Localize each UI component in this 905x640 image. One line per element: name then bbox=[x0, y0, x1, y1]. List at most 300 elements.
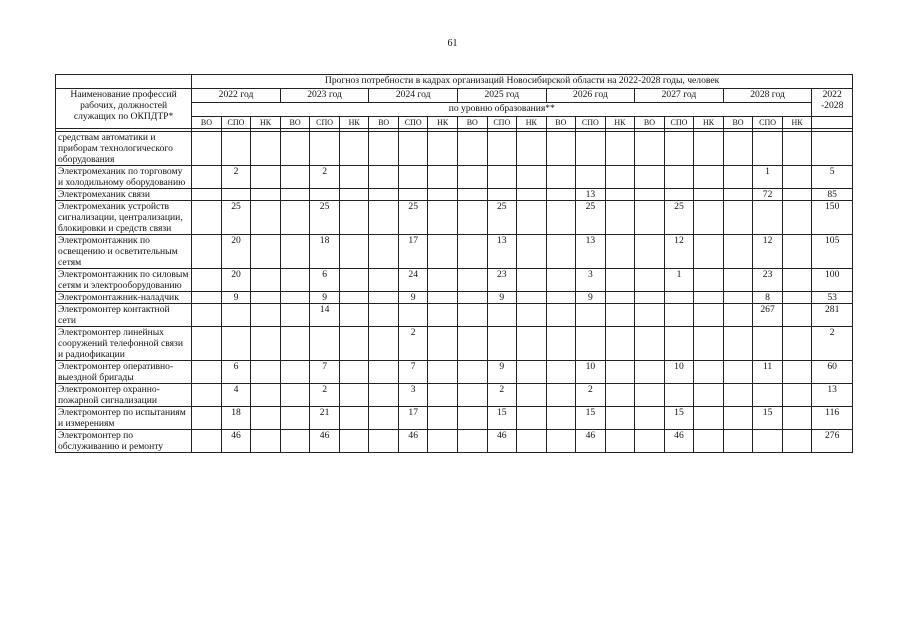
nk-cell bbox=[517, 166, 547, 189]
spo-cell: 7 bbox=[398, 361, 428, 384]
spo-cell: 9 bbox=[487, 361, 517, 384]
nk-cell bbox=[428, 201, 458, 235]
profession-name: Электромонтажник по освещению и осветительным сетям bbox=[56, 235, 192, 269]
spo-cell bbox=[310, 327, 340, 361]
profession-name: Электромеханик по торговому и холодильному оборудованию bbox=[56, 166, 192, 189]
vo-cell bbox=[546, 269, 576, 292]
table-title: Прогноз потребности в кадрах организаций Новосибирской области на 2022-2028 годы, человек bbox=[192, 75, 853, 89]
spo-cell: 18 bbox=[221, 407, 251, 430]
spo-cell bbox=[487, 304, 517, 327]
year-header: 2027 год bbox=[635, 89, 724, 103]
nk-cell bbox=[251, 292, 281, 304]
vo-cell bbox=[192, 269, 222, 292]
spo-cell bbox=[398, 166, 428, 189]
nk-cell bbox=[517, 327, 547, 361]
profession-name: средствам автоматики и приборам технологического оборудования bbox=[56, 132, 192, 166]
vo-cell bbox=[369, 189, 399, 201]
vo-cell bbox=[546, 201, 576, 235]
title-row bbox=[56, 75, 853, 89]
vo-cell bbox=[635, 132, 665, 166]
vo-cell bbox=[457, 166, 487, 189]
year-header: 2023 год bbox=[280, 89, 369, 103]
nk-cell bbox=[694, 304, 724, 327]
spo-cell: 2 bbox=[310, 384, 340, 407]
vo-cell bbox=[635, 430, 665, 453]
vo-cell bbox=[546, 132, 576, 166]
vo-cell bbox=[635, 361, 665, 384]
spo-cell bbox=[221, 189, 251, 201]
vo-cell bbox=[369, 201, 399, 235]
vo-cell bbox=[280, 407, 310, 430]
nk-cell bbox=[782, 292, 812, 304]
spo-cell: 13 bbox=[576, 235, 606, 269]
spo-cell: 46 bbox=[310, 430, 340, 453]
year-header: 2025 год bbox=[457, 89, 546, 103]
nk-cell bbox=[694, 292, 724, 304]
spo-cell: 15 bbox=[487, 407, 517, 430]
table-row bbox=[56, 327, 853, 361]
vo-cell bbox=[192, 327, 222, 361]
spo-cell: 15 bbox=[753, 407, 783, 430]
spo-cell: 46 bbox=[664, 430, 694, 453]
vo-cell bbox=[280, 166, 310, 189]
vo-cell bbox=[723, 407, 753, 430]
nk-cell bbox=[339, 304, 369, 327]
nk-cell bbox=[605, 361, 635, 384]
table-row bbox=[56, 166, 853, 189]
vo-cell bbox=[457, 201, 487, 235]
year-header: 2026 год bbox=[546, 89, 635, 103]
spo-cell: 20 bbox=[221, 235, 251, 269]
nk-cell bbox=[428, 189, 458, 201]
vo-cell bbox=[457, 269, 487, 292]
vo-cell bbox=[723, 361, 753, 384]
vo-cell bbox=[280, 292, 310, 304]
vo-cell bbox=[723, 166, 753, 189]
vo-cell bbox=[192, 189, 222, 201]
spo-cell: 17 bbox=[398, 235, 428, 269]
level-header: СПО bbox=[753, 117, 783, 129]
profession-name: Электромеханик устройств сигнализации, централизации, блокировки и средств связи bbox=[56, 201, 192, 235]
nk-cell bbox=[517, 384, 547, 407]
vo-cell bbox=[723, 201, 753, 235]
nk-cell bbox=[339, 407, 369, 430]
nk-cell bbox=[251, 132, 281, 166]
total-cell: 2 bbox=[812, 327, 853, 361]
nk-cell bbox=[517, 407, 547, 430]
vo-cell bbox=[457, 407, 487, 430]
edu-header: по уровню образования** bbox=[192, 103, 812, 117]
spo-cell bbox=[664, 189, 694, 201]
nk-cell bbox=[694, 201, 724, 235]
level-header: СПО bbox=[664, 117, 694, 129]
nk-cell bbox=[517, 304, 547, 327]
nk-cell bbox=[428, 166, 458, 189]
vo-cell bbox=[192, 361, 222, 384]
nk-cell bbox=[694, 430, 724, 453]
spo-cell: 3 bbox=[398, 384, 428, 407]
vo-cell bbox=[635, 292, 665, 304]
nk-cell bbox=[694, 189, 724, 201]
nk-cell bbox=[251, 361, 281, 384]
vo-cell bbox=[369, 304, 399, 327]
spo-cell: 12 bbox=[664, 235, 694, 269]
nk-cell bbox=[251, 235, 281, 269]
profession-name: Электромонтер по обслуживанию и ремонту bbox=[56, 430, 192, 453]
vo-cell bbox=[280, 269, 310, 292]
profession-name: Электромеханик связи bbox=[56, 189, 192, 201]
profession-name: Электромонтажник по силовым сетям и электрооборудованию bbox=[56, 269, 192, 292]
spo-cell: 9 bbox=[398, 292, 428, 304]
nk-cell bbox=[428, 304, 458, 327]
vo-cell bbox=[723, 384, 753, 407]
spo-cell bbox=[398, 304, 428, 327]
vo-cell bbox=[457, 304, 487, 327]
table-row bbox=[56, 235, 853, 269]
spo-cell: 6 bbox=[221, 361, 251, 384]
vo-cell bbox=[723, 304, 753, 327]
vo-cell bbox=[457, 327, 487, 361]
spo-cell: 2 bbox=[310, 166, 340, 189]
nk-cell bbox=[605, 327, 635, 361]
vo-cell bbox=[546, 430, 576, 453]
vo-cell bbox=[546, 304, 576, 327]
spo-cell: 10 bbox=[664, 361, 694, 384]
vo-cell bbox=[280, 189, 310, 201]
nk-cell bbox=[428, 132, 458, 166]
nk-cell bbox=[782, 201, 812, 235]
vo-cell bbox=[192, 201, 222, 235]
nk-cell bbox=[428, 327, 458, 361]
total-cell: 60 bbox=[812, 361, 853, 384]
spo-cell bbox=[664, 327, 694, 361]
vo-cell bbox=[280, 201, 310, 235]
vo-cell bbox=[280, 361, 310, 384]
spo-cell: 267 bbox=[753, 304, 783, 327]
spo-cell: 13 bbox=[576, 189, 606, 201]
vo-cell bbox=[369, 361, 399, 384]
spo-cell: 14 bbox=[310, 304, 340, 327]
spo-cell: 7 bbox=[310, 361, 340, 384]
total-cell: 116 bbox=[812, 407, 853, 430]
spo-cell bbox=[310, 189, 340, 201]
nk-cell bbox=[782, 304, 812, 327]
nk-cell bbox=[251, 430, 281, 453]
nk-cell bbox=[517, 201, 547, 235]
vo-cell bbox=[369, 327, 399, 361]
vo-cell bbox=[369, 292, 399, 304]
spo-cell: 21 bbox=[310, 407, 340, 430]
nk-cell bbox=[517, 189, 547, 201]
spo-cell bbox=[753, 430, 783, 453]
spo-cell bbox=[487, 132, 517, 166]
vo-cell bbox=[192, 304, 222, 327]
nk-cell bbox=[782, 269, 812, 292]
vo-cell bbox=[635, 201, 665, 235]
spo-cell: 25 bbox=[221, 201, 251, 235]
nk-cell bbox=[251, 304, 281, 327]
nk-cell bbox=[694, 269, 724, 292]
spo-cell: 24 bbox=[398, 269, 428, 292]
level-header: СПО bbox=[310, 117, 340, 129]
vo-cell bbox=[280, 430, 310, 453]
spo-cell: 20 bbox=[221, 269, 251, 292]
level-header: НК bbox=[605, 117, 635, 129]
level-header: ВО bbox=[635, 117, 665, 129]
nk-cell bbox=[339, 235, 369, 269]
spo-cell bbox=[664, 384, 694, 407]
nk-cell bbox=[517, 430, 547, 453]
nk-cell bbox=[605, 407, 635, 430]
vo-cell bbox=[723, 269, 753, 292]
spo-cell: 9 bbox=[576, 292, 606, 304]
nk-cell bbox=[428, 292, 458, 304]
spo-cell bbox=[753, 132, 783, 166]
vo-cell bbox=[192, 235, 222, 269]
total-cell: 13 bbox=[812, 384, 853, 407]
level-header: НК bbox=[517, 117, 547, 129]
vo-cell bbox=[369, 235, 399, 269]
nk-cell bbox=[339, 292, 369, 304]
spo-cell bbox=[664, 166, 694, 189]
level-header: ВО bbox=[546, 117, 576, 129]
level-header: ВО bbox=[369, 117, 399, 129]
spo-cell: 17 bbox=[398, 407, 428, 430]
nk-cell bbox=[428, 361, 458, 384]
spo-cell bbox=[576, 166, 606, 189]
nk-cell bbox=[605, 235, 635, 269]
table-row bbox=[56, 201, 853, 235]
spo-cell bbox=[398, 132, 428, 166]
nk-cell bbox=[782, 361, 812, 384]
vo-cell bbox=[546, 361, 576, 384]
nk-cell bbox=[517, 269, 547, 292]
nk-cell bbox=[782, 384, 812, 407]
total-cell: 5 bbox=[812, 166, 853, 189]
nk-cell bbox=[782, 235, 812, 269]
vo-cell bbox=[723, 235, 753, 269]
nk-cell bbox=[782, 327, 812, 361]
level-header: СПО bbox=[576, 117, 606, 129]
spo-cell bbox=[753, 201, 783, 235]
spo-cell bbox=[576, 132, 606, 166]
nk-cell bbox=[694, 407, 724, 430]
spo-cell: 25 bbox=[310, 201, 340, 235]
spo-cell: 1 bbox=[664, 269, 694, 292]
spo-cell bbox=[221, 304, 251, 327]
nk-cell bbox=[428, 384, 458, 407]
vo-cell bbox=[546, 407, 576, 430]
spo-cell: 25 bbox=[576, 201, 606, 235]
spo-cell bbox=[487, 189, 517, 201]
spo-cell bbox=[221, 327, 251, 361]
vo-cell bbox=[369, 269, 399, 292]
table-row bbox=[56, 304, 853, 327]
spo-cell: 10 bbox=[576, 361, 606, 384]
nk-cell bbox=[428, 269, 458, 292]
vo-cell bbox=[457, 132, 487, 166]
vo-cell bbox=[192, 384, 222, 407]
vo-cell bbox=[280, 327, 310, 361]
spo-cell: 46 bbox=[487, 430, 517, 453]
table-row bbox=[56, 269, 853, 292]
spo-cell: 8 bbox=[753, 292, 783, 304]
vo-cell bbox=[635, 269, 665, 292]
spo-cell: 25 bbox=[487, 201, 517, 235]
spo-cell: 15 bbox=[576, 407, 606, 430]
vo-cell bbox=[635, 189, 665, 201]
spo-cell: 46 bbox=[576, 430, 606, 453]
table-row bbox=[56, 430, 853, 453]
nk-cell bbox=[782, 189, 812, 201]
spo-cell: 23 bbox=[753, 269, 783, 292]
table-row bbox=[56, 189, 853, 201]
nk-cell bbox=[339, 430, 369, 453]
table-row bbox=[56, 384, 853, 407]
spo-cell: 2 bbox=[487, 384, 517, 407]
forecast-table bbox=[55, 74, 853, 453]
nk-cell bbox=[605, 292, 635, 304]
spo-cell: 2 bbox=[398, 327, 428, 361]
nk-cell bbox=[782, 132, 812, 166]
vo-cell bbox=[280, 132, 310, 166]
vo-cell bbox=[635, 384, 665, 407]
spo-cell bbox=[221, 132, 251, 166]
nk-cell bbox=[428, 407, 458, 430]
vo-cell bbox=[635, 166, 665, 189]
spo-cell bbox=[576, 327, 606, 361]
vo-cell bbox=[457, 292, 487, 304]
nk-cell bbox=[339, 166, 369, 189]
nk-cell bbox=[782, 166, 812, 189]
nk-cell bbox=[517, 132, 547, 166]
profession-name: Электромонтер контактной сети bbox=[56, 304, 192, 327]
vo-cell bbox=[723, 430, 753, 453]
spo-cell: 9 bbox=[487, 292, 517, 304]
vo-cell bbox=[369, 407, 399, 430]
vo-cell bbox=[723, 292, 753, 304]
vo-cell bbox=[369, 132, 399, 166]
spo-cell: 11 bbox=[753, 361, 783, 384]
years-row bbox=[56, 89, 853, 103]
spo-cell: 6 bbox=[310, 269, 340, 292]
vo-cell bbox=[723, 132, 753, 166]
blank-corner bbox=[56, 75, 192, 89]
blank-cell bbox=[812, 117, 853, 129]
spo-cell: 18 bbox=[310, 235, 340, 269]
vo-cell bbox=[369, 384, 399, 407]
spo-cell bbox=[310, 132, 340, 166]
total-cell: 105 bbox=[812, 235, 853, 269]
total-cell: 276 bbox=[812, 430, 853, 453]
profession-name: Электромонтер линейных сооружений телефонной связи и радиофикации bbox=[56, 327, 192, 361]
level-header: НК bbox=[428, 117, 458, 129]
spo-cell bbox=[398, 189, 428, 201]
nk-cell bbox=[339, 132, 369, 166]
year-header: 2024 год bbox=[369, 89, 458, 103]
vo-cell bbox=[192, 166, 222, 189]
vo-cell bbox=[280, 235, 310, 269]
level-header: СПО bbox=[221, 117, 251, 129]
table-row bbox=[56, 407, 853, 430]
level-header: НК bbox=[782, 117, 812, 129]
nk-cell bbox=[605, 166, 635, 189]
nk-cell bbox=[251, 327, 281, 361]
level-header: НК bbox=[694, 117, 724, 129]
level-header: НК bbox=[251, 117, 281, 129]
spo-cell bbox=[753, 384, 783, 407]
vo-cell bbox=[546, 189, 576, 201]
nk-cell bbox=[339, 327, 369, 361]
nk-cell bbox=[782, 430, 812, 453]
nk-cell bbox=[251, 384, 281, 407]
spo-cell: 13 bbox=[487, 235, 517, 269]
nk-cell bbox=[251, 189, 281, 201]
nk-cell bbox=[782, 407, 812, 430]
spo-cell: 25 bbox=[664, 201, 694, 235]
nk-cell bbox=[339, 361, 369, 384]
vo-cell bbox=[546, 292, 576, 304]
spo-cell: 46 bbox=[398, 430, 428, 453]
vo-cell bbox=[635, 235, 665, 269]
nk-cell bbox=[694, 327, 724, 361]
vo-cell bbox=[280, 304, 310, 327]
nk-cell bbox=[251, 269, 281, 292]
vo-cell bbox=[457, 384, 487, 407]
level-header: НК bbox=[339, 117, 369, 129]
nk-cell bbox=[517, 235, 547, 269]
nk-cell bbox=[339, 384, 369, 407]
nk-cell bbox=[428, 235, 458, 269]
spo-cell: 25 bbox=[398, 201, 428, 235]
spo-cell: 1 bbox=[753, 166, 783, 189]
spo-cell bbox=[664, 132, 694, 166]
nk-cell bbox=[694, 235, 724, 269]
spo-cell bbox=[487, 327, 517, 361]
spo-cell: 3 bbox=[576, 269, 606, 292]
total-cell: 281 bbox=[812, 304, 853, 327]
nk-cell bbox=[339, 201, 369, 235]
vo-cell bbox=[546, 327, 576, 361]
total-cell: 100 bbox=[812, 269, 853, 292]
vo-cell bbox=[635, 304, 665, 327]
year-header: 2028 год bbox=[723, 89, 812, 103]
total-cell bbox=[812, 132, 853, 166]
vo-cell bbox=[192, 292, 222, 304]
nk-cell bbox=[694, 166, 724, 189]
nk-cell bbox=[605, 201, 635, 235]
level-header: ВО bbox=[192, 117, 222, 129]
table-row bbox=[56, 361, 853, 384]
vo-cell bbox=[192, 430, 222, 453]
level-header: ВО bbox=[723, 117, 753, 129]
spo-cell bbox=[753, 327, 783, 361]
nk-cell bbox=[428, 430, 458, 453]
spo-cell: 2 bbox=[576, 384, 606, 407]
name-header: Наименование профессий рабочих, должностей служащих по ОКПДТР* bbox=[56, 89, 192, 129]
nk-cell bbox=[339, 269, 369, 292]
spo-cell: 72 bbox=[753, 189, 783, 201]
vo-cell bbox=[635, 407, 665, 430]
nk-cell bbox=[251, 407, 281, 430]
level-header: СПО bbox=[487, 117, 517, 129]
level-header: ВО bbox=[457, 117, 487, 129]
nk-cell bbox=[251, 201, 281, 235]
spo-cell bbox=[664, 292, 694, 304]
profession-name: Электромонтер оперативно-выездной бригады bbox=[56, 361, 192, 384]
vo-cell bbox=[192, 132, 222, 166]
total-cell: 85 bbox=[812, 189, 853, 201]
